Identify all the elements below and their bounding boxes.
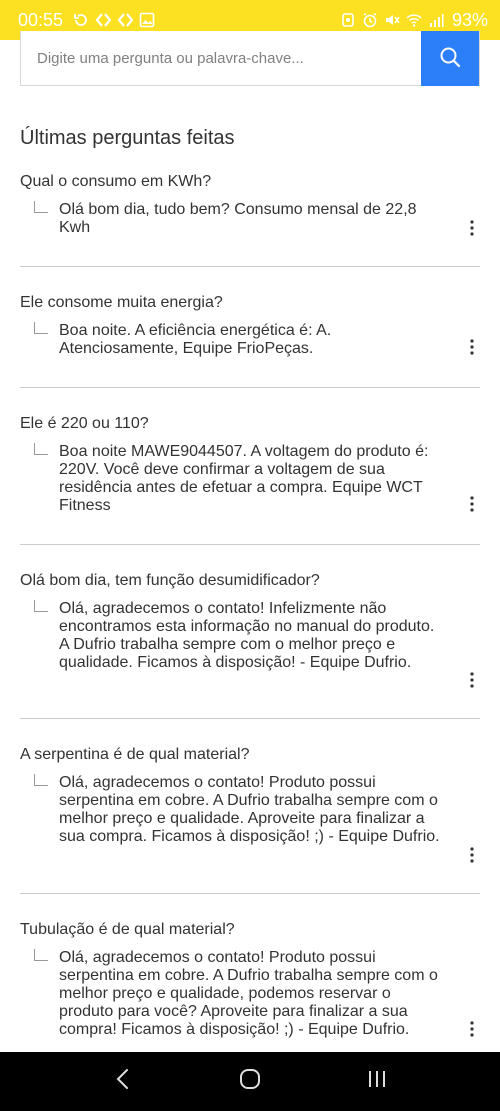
more-options-icon[interactable]: [464, 1019, 480, 1039]
answer-block: [20, 774, 480, 846]
search-bar: [20, 31, 480, 86]
status-right: [340, 10, 488, 31]
more-options-icon[interactable]: [464, 337, 480, 357]
home-button[interactable]: [230, 1062, 270, 1102]
section-title: Últimas perguntas feitas: [20, 127, 235, 149]
answer-text: Boa noite. A eficiência energética é: A. Atenciosamente, Equipe FrioPeças.: [59, 322, 332, 357]
signal-icon: [428, 12, 444, 28]
answer-connector: [34, 774, 48, 786]
answer-block: [20, 201, 480, 237]
qa-item: [20, 267, 480, 388]
mute-icon: [384, 12, 400, 28]
status-time: 00:55: [18, 9, 64, 30]
carrefour-icon: [95, 12, 111, 28]
question-text: Ele consome muita energia?: [20, 294, 223, 311]
answer-connector: [34, 443, 48, 455]
answer-block: [20, 949, 480, 1039]
rotate-icon: [73, 12, 89, 28]
qa-item: [20, 545, 480, 719]
wifi-icon: [406, 12, 422, 28]
answer-text: Boa noite MAWE9044507. A voltagem do produto é: 220V. Você deve confirmar a voltagem de sua residência antes de efetuar a compra. Equipe WCT Fitness: [59, 443, 429, 514]
question-text: A serpentina é de qual material?: [20, 746, 250, 763]
status-left: [18, 10, 155, 31]
answer-text: Olá bom dia, tudo bem? Consumo mensal de 22,8 Kwh: [59, 201, 417, 236]
recents-icon: [366, 1069, 388, 1094]
qa-list: [20, 164, 480, 1052]
search-input[interactable]: [21, 31, 421, 85]
nfc-icon: [340, 12, 356, 28]
more-options-icon[interactable]: [464, 494, 480, 514]
search-icon: [439, 46, 461, 71]
answer-block: [20, 322, 480, 358]
back-button[interactable]: [103, 1062, 143, 1102]
answer-block: [20, 443, 480, 515]
more-options-icon[interactable]: [464, 670, 480, 690]
qa-item: [20, 894, 480, 1052]
question-text: Ele é 220 ou 110?: [20, 415, 149, 432]
answer-text: Olá, agradecemos o contato! Infelizmente não encontramos esta informação no manual do produto. A Dufrio trabalha sempre com o melhor preço e qualidade. Ficamos à disposição! - Equipe Dufrio.: [59, 600, 435, 671]
carrefour-icon: [117, 12, 133, 28]
recents-button[interactable]: [357, 1062, 397, 1102]
answer-connector: [34, 201, 48, 213]
answer-connector: [34, 600, 48, 612]
navigation-bar: [0, 1052, 500, 1111]
home-icon: [239, 1068, 261, 1095]
more-options-icon[interactable]: [464, 845, 480, 865]
answer-connector: [34, 322, 48, 334]
answer-text: Olá, agradecemos o contato! Produto possui serpentina em cobre. A Dufrio trabalha sempre com o melhor preço e qualidade, podemos reservar o produto para você? Aproveite para finalizar a sua compra! Ficamos à disposição! ;) - Equipe Dufrio.: [59, 949, 438, 1038]
search-button[interactable]: [421, 31, 479, 86]
answer-block: [20, 600, 480, 672]
alarm-icon: [362, 12, 378, 28]
qa-item: [20, 719, 480, 894]
answer-connector: [34, 949, 48, 961]
image-icon: [139, 12, 155, 28]
battery-percent: 93%: [451, 9, 488, 30]
qa-item: [20, 164, 480, 267]
answer-text: Olá, agradecemos o contato! Produto possui serpentina em cobre. A Dufrio trabalha sempre com o melhor preço e qualidade. Aproveite para finalizar a sua compra. Ficamos à disposição! ;) - Equipe Dufrio.: [59, 774, 440, 845]
back-icon: [115, 1068, 131, 1095]
question-text: Tubulação é de qual material?: [20, 921, 235, 938]
more-options-icon[interactable]: [464, 218, 480, 238]
qa-item: [20, 388, 480, 545]
question-text: Qual o consumo em KWh?: [20, 173, 212, 190]
question-text: Olá bom dia, tem função desumidificador?: [20, 572, 320, 589]
